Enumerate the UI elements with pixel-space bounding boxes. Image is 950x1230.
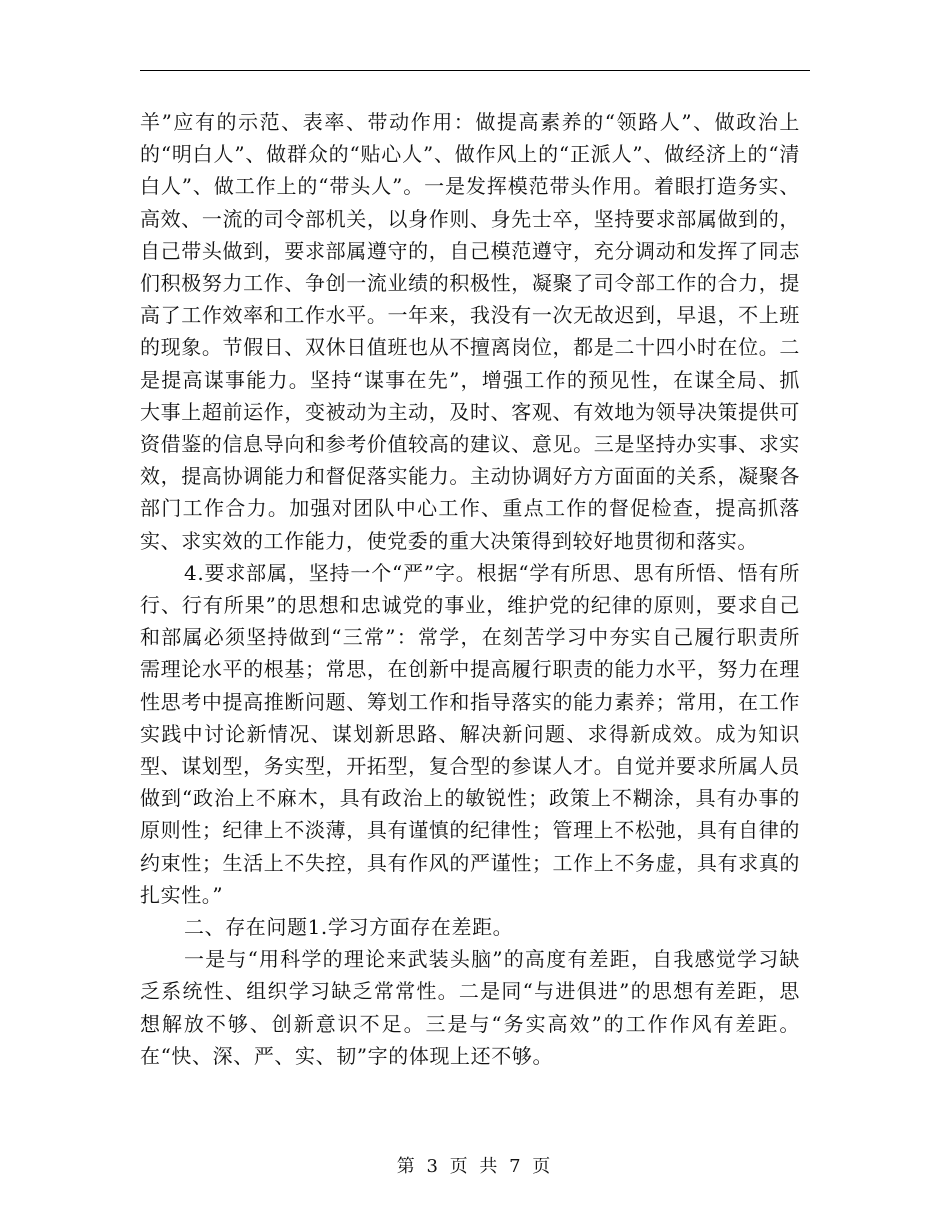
- header-rule: [140, 70, 810, 71]
- paragraph: 4.要求部属，坚持一个“严”字。根据“学有所思、思有所悟、悟有所行、行有所果”的思想和忠诚党的事业，维护党的纪律的原则，要求自己和部属必须坚持做到“三常”：常学，在刻苦学习中夯实自己履行职责所需理论水平的根基；常思，在创新中提高履行职责的能力水平，努力在理性思考中提高推断问题、筹划工作和指导落实的能力素养；常用，在工作实践中讨论新情况、谋划新思路、解决新问题、求得新成效。成为知识型、谋划型，务实型，开拓型，复合型的参谋人才。自觉并要求所属人员做到“政治上不麻木，具有政治上的敏锐性；政策上不糊涂，具有办事的原则性；纪律上不淡薄，具有谨慎的纪律性；管理上不松弛，具有自律的约束性；生活上不失控，具有作风的严谨性；工作上不务虚，具有求真的扎实性。”: [140, 560, 800, 907]
- document-body: [140, 106, 800, 1072]
- paragraph: 一是与“用科学的理论来武装头脑”的高度有差距，自我感觉学习缺乏系统性、组织学习缺乏常常性。二是同“与进俱进”的思想有差距，思想解放不够、创新意识不足。三是与“务实高效”的工作作风有差距。在“快、深、严、实、韧”字的体现上还不够。: [140, 947, 800, 1068]
- paragraph: 羊”应有的示范、表率、带动作用：做提高素养的“领路人”、做政治上的“明白人”、做群众的“贴心人”、做作风上的“正派人”、做经济上的“清白人”、做工作上的“带头人”。一是发挥模范带头作用。着眼打造务实、高效、一流的司令部机关，以身作则、身先士卒，坚持要求部属做到的，自己带头做到，要求部属遵守的，自己模范遵守，充分调动和发挥了同志们积极努力工作、争创一流业绩的积极性，凝聚了司令部工作的合力，提高了工作效率和工作水平。一年来，我没有一次无故迟到，早退，不上班的现象。节假日、双休日值班也从不擅离岗位，都是二十四小时在位。二是提高谋事能力。坚持“谋事在先”，增强工作的预见性，在谋全局、抓大事上超前运作，变被动为主动，及时、客观、有效地为领导决策提供可资借鉴的信息导向和参考价值较高的建议、意见。三是坚持办实事、求实效，提高协调能力和督促落实能力。主动协调好方方面面的关系，凝聚各部门工作合力。加强对团队中心工作、重点工作的督促检查，提高抓落实、求实效的工作能力，使党委的重大决策得到较好地贯彻和落实。: [140, 110, 800, 553]
- page-number-footer: 第 3 页 共 7 页: [396, 1156, 554, 1177]
- section-heading: 二、存在问题1.学习方面存在差距。: [184, 915, 514, 940]
